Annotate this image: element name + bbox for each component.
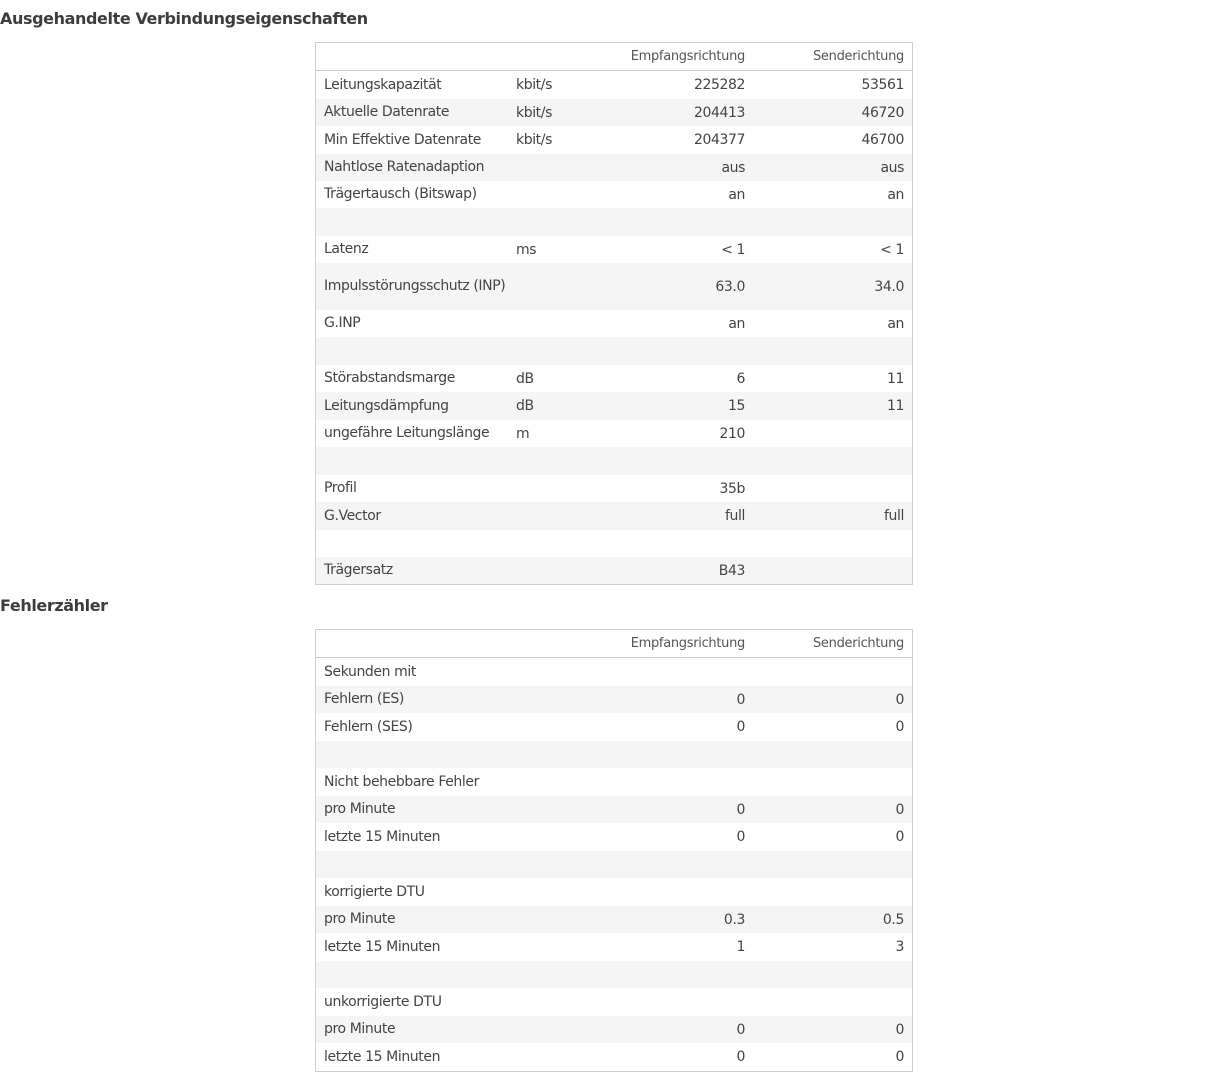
- row-unit: dB: [516, 370, 534, 387]
- connection-properties-table: [315, 42, 913, 585]
- table-row: [316, 71, 912, 99]
- row-unit: kbit/s: [516, 77, 552, 93]
- row-send-value: 0: [895, 719, 904, 735]
- table-row: [316, 263, 912, 310]
- header-send-direction: Senderichtung: [812, 636, 904, 651]
- spacer-row: [316, 961, 912, 988]
- row-label: Trägertausch (Bitswap): [324, 186, 477, 202]
- table-header: [316, 43, 912, 71]
- row-receive-value: 1: [736, 939, 745, 955]
- row-unit: kbit/s: [516, 132, 552, 148]
- table-row: [316, 475, 912, 502]
- spacer-row: [316, 530, 912, 557]
- table-row: [316, 933, 912, 961]
- row-receive-value: full: [725, 508, 745, 524]
- row-label: korrigierte DTU: [324, 883, 425, 900]
- row-receive-value: 0: [736, 801, 745, 818]
- header-receive-direction: Empfangsrichtung: [630, 636, 745, 651]
- row-label: Nicht behebbare Fehler: [324, 773, 479, 790]
- row-send-value: aus: [880, 159, 904, 176]
- spacer-row: [316, 208, 912, 236]
- table-row: [316, 686, 912, 713]
- row-label: Störabstandsmarge: [324, 370, 456, 386]
- row-send-value: 0: [895, 829, 904, 845]
- row-label: Profil: [324, 480, 357, 496]
- row-send-value: 11: [886, 398, 904, 414]
- table-row: [316, 768, 912, 796]
- row-send-value: 53561: [861, 77, 904, 93]
- row-send-value: < 1: [880, 241, 904, 258]
- table-row: [316, 658, 912, 686]
- header-send-direction: Senderichtung: [812, 49, 904, 64]
- table-row: [316, 502, 912, 530]
- row-label: pro Minute: [324, 1021, 396, 1037]
- table-row: [316, 1016, 912, 1043]
- row-receive-value: 6: [736, 370, 745, 387]
- section-title-connection-properties: Ausgehandelte Verbindungseigenschaften: [0, 9, 368, 28]
- row-label: unkorrigierte DTU: [324, 993, 442, 1010]
- row-send-value: 3: [895, 939, 904, 955]
- row-send-value: 46700: [861, 132, 904, 148]
- row-label: Leitungskapazität: [324, 76, 442, 93]
- row-label: Fehlern (SES): [324, 718, 413, 735]
- row-send-value: an: [887, 186, 904, 203]
- row-receive-value: 204377: [693, 132, 745, 148]
- row-receive-value: aus: [721, 159, 745, 176]
- row-label: G.INP: [324, 315, 361, 331]
- row-label: Aktuelle Datenrate: [324, 104, 450, 120]
- table-row: [316, 126, 912, 154]
- spacer-row: [316, 851, 912, 878]
- table-row: [316, 713, 912, 741]
- table-row: [316, 1043, 912, 1071]
- row-send-value: 34.0: [874, 278, 904, 295]
- row-send-value: 0.5: [882, 911, 904, 928]
- row-receive-value: 35b: [719, 480, 745, 497]
- table-row: [316, 796, 912, 823]
- table-row: [316, 310, 912, 337]
- row-receive-value: 15: [727, 398, 745, 414]
- row-label: letzte 15 Minuten: [324, 1048, 441, 1065]
- row-receive-value: an: [728, 315, 745, 332]
- row-send-value: an: [887, 315, 904, 332]
- table-row: [316, 906, 912, 933]
- row-label: pro Minute: [324, 911, 396, 927]
- row-send-value: 0: [895, 1021, 904, 1038]
- table-row: [316, 181, 912, 208]
- row-unit: ms: [516, 241, 537, 258]
- spacer-row: [316, 741, 912, 768]
- row-receive-value: 225282: [693, 77, 745, 93]
- table-body: [316, 658, 912, 1071]
- row-label: G.Vector: [324, 507, 381, 524]
- table-row: [316, 392, 912, 420]
- row-receive-value: 0: [736, 719, 745, 735]
- table-row: [316, 420, 912, 447]
- table-header: [316, 630, 912, 658]
- row-label: Impulsstörungsschutz (INP): [324, 278, 506, 294]
- row-send-value: 11: [886, 370, 904, 387]
- row-receive-value: an: [728, 186, 745, 203]
- row-receive-value: 0.3: [723, 911, 745, 928]
- row-send-value: full: [884, 508, 904, 524]
- row-label: pro Minute: [324, 801, 396, 817]
- row-receive-value: B43: [718, 562, 745, 579]
- row-receive-value: 210: [719, 425, 745, 442]
- row-label: Sekunden mit: [324, 663, 416, 680]
- row-send-value: 0: [895, 1049, 904, 1065]
- table-row: [316, 823, 912, 851]
- row-label: Trägersatz: [324, 562, 393, 578]
- spacer-row: [316, 447, 912, 475]
- row-unit: kbit/s: [516, 104, 552, 121]
- row-label: Fehlern (ES): [324, 691, 404, 707]
- row-receive-value: 204413: [693, 104, 745, 121]
- row-label: letzte 15 Minuten: [324, 938, 441, 955]
- table-body: [316, 71, 912, 584]
- row-receive-value: 0: [736, 1021, 745, 1038]
- table-row: [316, 878, 912, 906]
- row-label: letzte 15 Minuten: [324, 828, 441, 845]
- section-title-error-counters: Fehlerzähler: [0, 596, 108, 615]
- row-label: Min Effektive Datenrate: [324, 131, 482, 148]
- row-label: ungefähre Leitungslänge: [324, 425, 490, 441]
- table-row: [316, 154, 912, 181]
- spacer-row: [316, 337, 912, 365]
- table-row: [316, 99, 912, 126]
- row-label: Latenz: [324, 241, 369, 257]
- row-unit: m: [516, 425, 530, 442]
- header-receive-direction: Empfangsrichtung: [630, 49, 745, 64]
- error-counters-table: [315, 629, 913, 1072]
- row-receive-value: < 1: [721, 241, 745, 258]
- table-row: [316, 557, 912, 584]
- row-send-value: 0: [895, 801, 904, 818]
- table-row: [316, 236, 912, 263]
- row-receive-value: 63.0: [715, 278, 745, 295]
- table-row: [316, 365, 912, 392]
- row-receive-value: 0: [736, 691, 745, 708]
- row-unit: dB: [516, 398, 534, 414]
- table-row: [316, 988, 912, 1016]
- row-label: Leitungsdämpfung: [324, 397, 449, 414]
- row-label: Nahtlose Ratenadaption: [324, 159, 485, 175]
- row-send-value: 46720: [861, 104, 904, 121]
- row-receive-value: 0: [736, 829, 745, 845]
- row-receive-value: 0: [736, 1049, 745, 1065]
- row-send-value: 0: [895, 691, 904, 708]
